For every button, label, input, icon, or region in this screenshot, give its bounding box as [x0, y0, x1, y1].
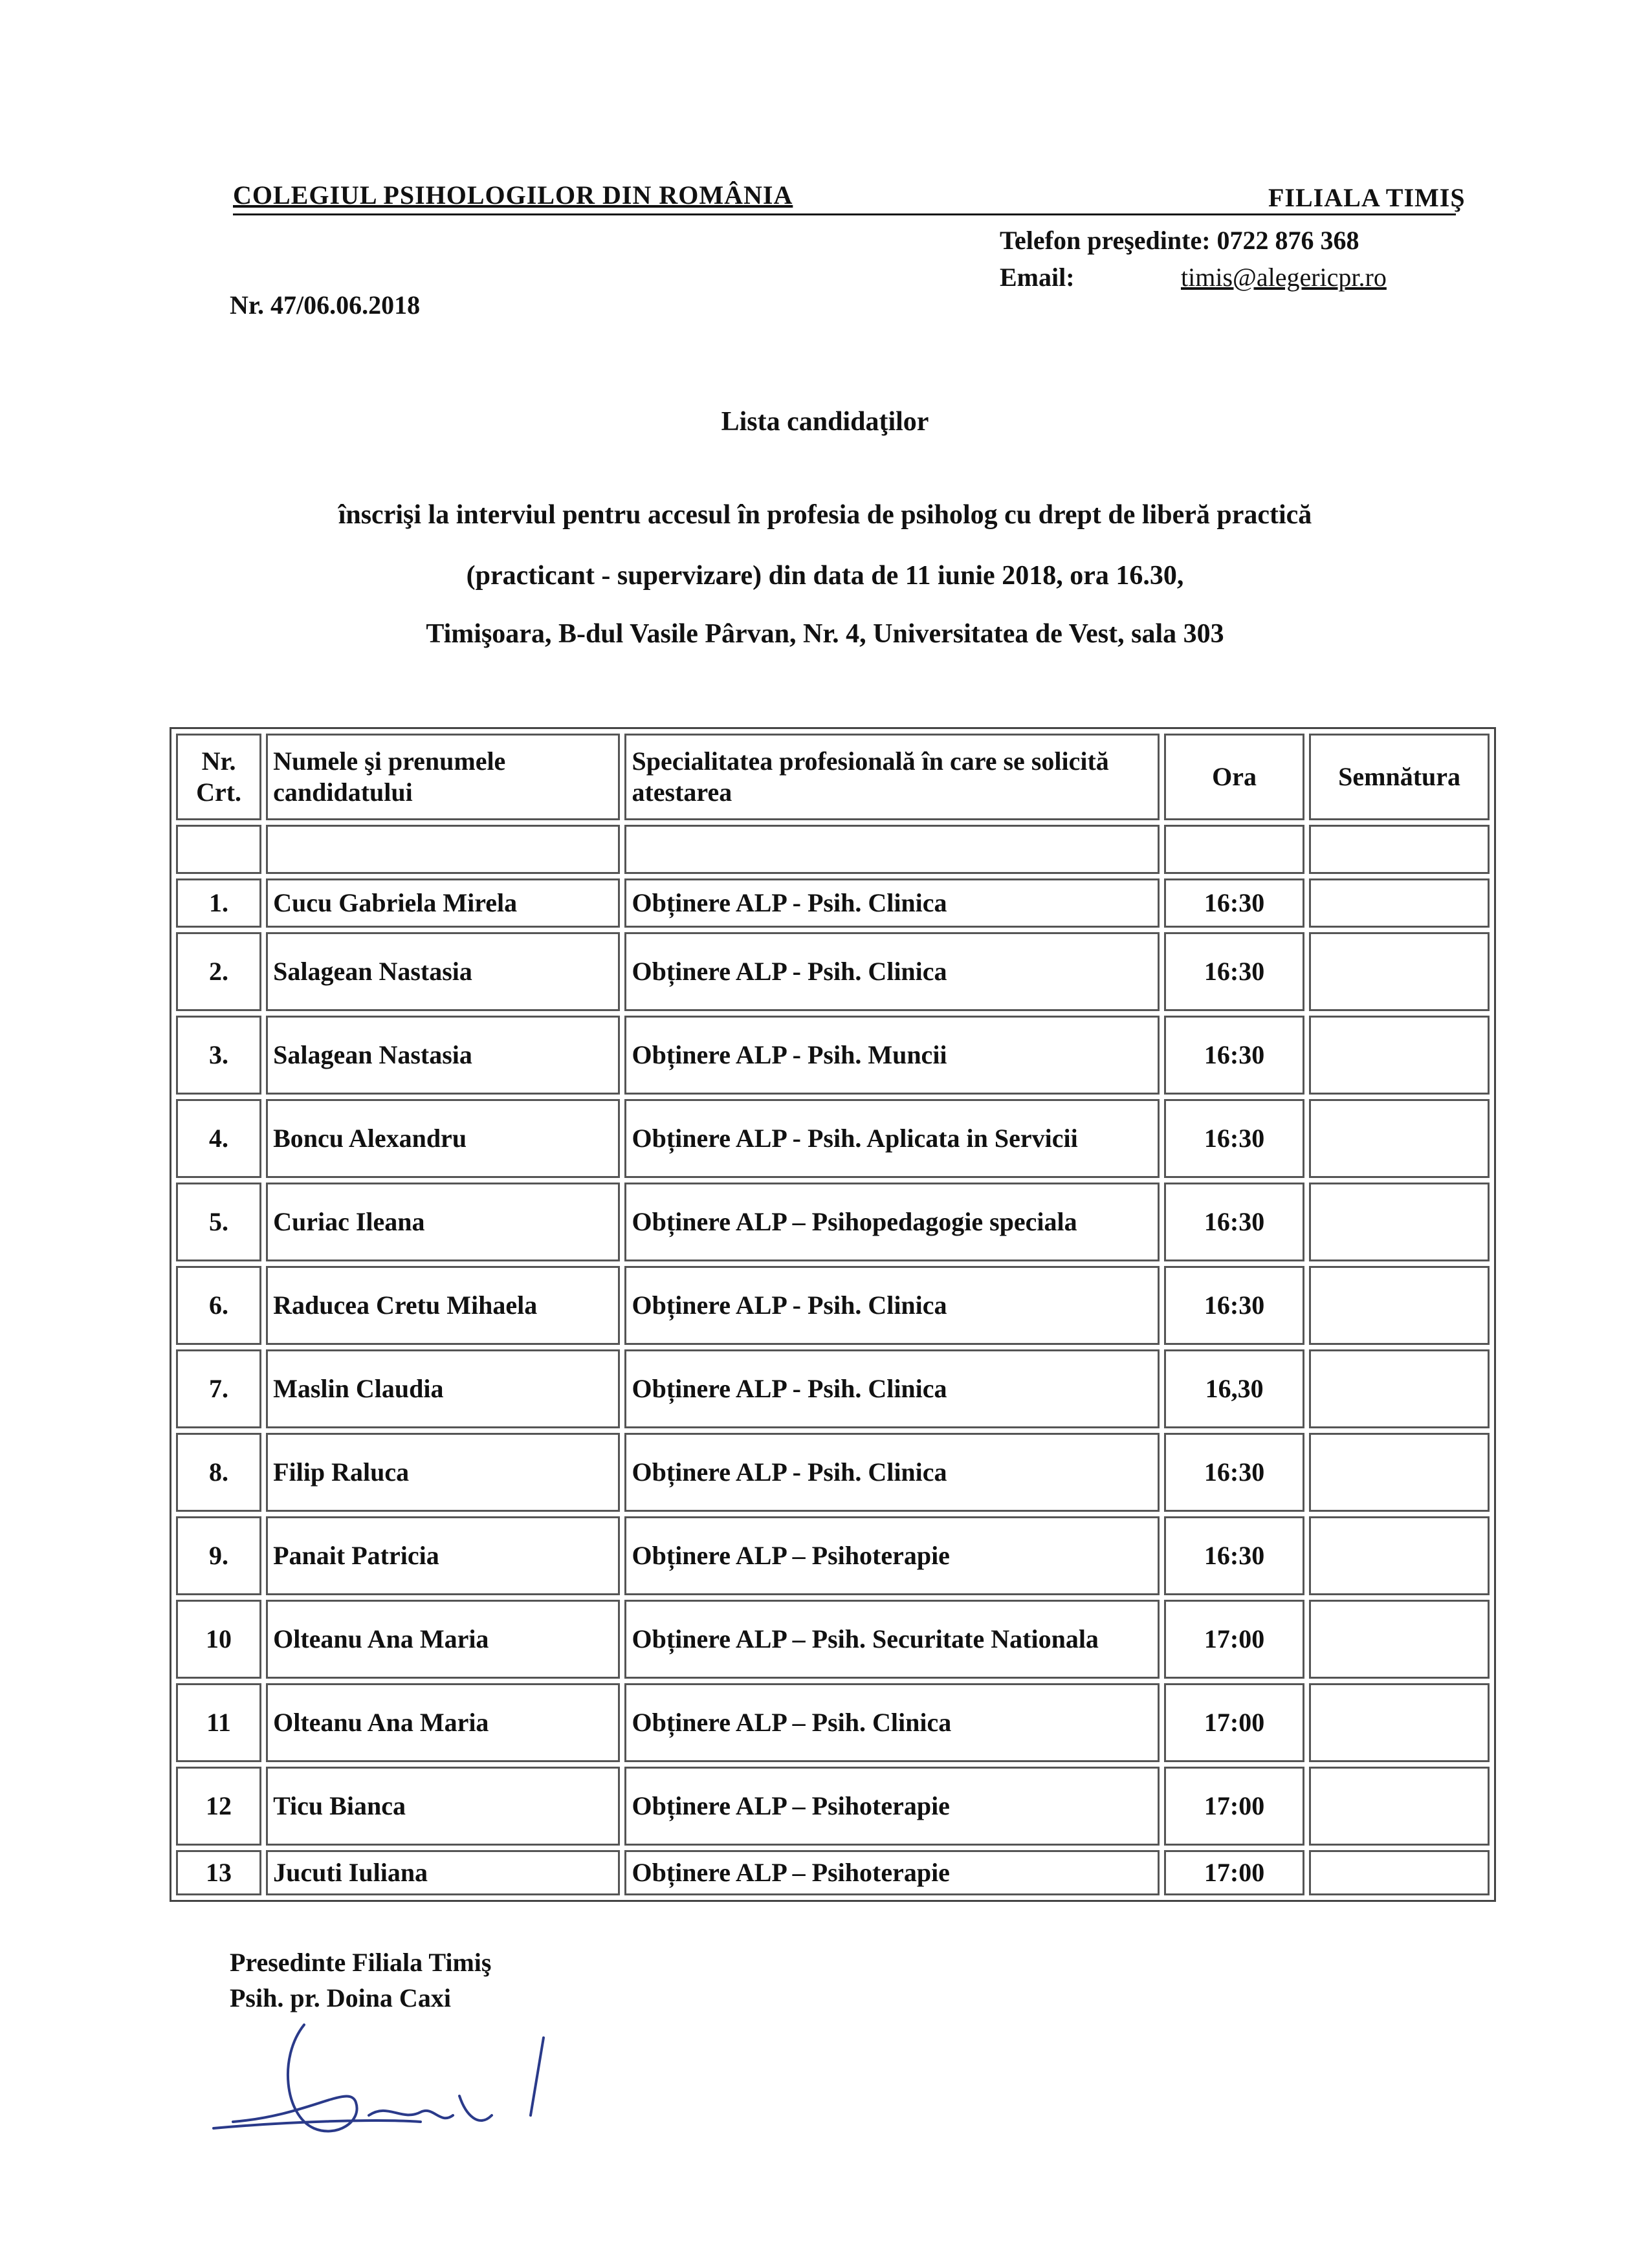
row-nr: 11 [176, 1683, 261, 1762]
spacer-cell [624, 825, 1160, 874]
row-signature [1309, 1683, 1490, 1762]
row-signature [1309, 1850, 1490, 1895]
header-signature: Semnătura [1309, 734, 1490, 820]
table-header-row [176, 734, 1490, 820]
row-signature [1309, 1516, 1490, 1595]
row-name: Ticu Bianca [266, 1767, 620, 1846]
row-name: Filip Raluca [266, 1433, 620, 1512]
row-time: 17:00 [1164, 1850, 1304, 1895]
header-name: Numele şi prenumele candidatului [266, 734, 620, 820]
row-time: 16:30 [1164, 1266, 1304, 1345]
row-signature [1309, 1600, 1490, 1679]
table-row [176, 1099, 1490, 1178]
row-name: Curiac Ileana [266, 1183, 620, 1261]
row-name: Salagean Nastasia [266, 1016, 620, 1095]
table-row [176, 1016, 1490, 1095]
row-specialty: Obținere ALP – Psihoterapie [624, 1850, 1160, 1895]
email-address: timis@alegericpr.ro [1181, 263, 1387, 292]
row-signature [1309, 1016, 1490, 1095]
table-row [176, 1266, 1490, 1345]
row-specialty: Obținere ALP – Psih. Securitate Nationala [624, 1600, 1160, 1679]
signatory-name: Psih. pr. Doina Caxi [230, 1983, 451, 2012]
header-specialty: Specialitatea profesională în care se solicită atestarea [624, 734, 1160, 820]
row-time: 17:00 [1164, 1600, 1304, 1679]
spacer-cell [266, 825, 620, 874]
row-signature [1309, 878, 1490, 928]
subtitle-line-3: Timişoara, B-dul Vasile Pârvan, Nr. 4, Universitatea de Vest, sala 303 [426, 619, 1224, 649]
organization-name: COLEGIUL PSIHOLOGILOR DIN ROMÂNIA [233, 180, 793, 210]
table-row [176, 1433, 1490, 1512]
table-row [176, 1349, 1490, 1428]
table-row [176, 1600, 1490, 1679]
row-signature [1309, 1266, 1490, 1345]
row-specialty: Obținere ALP - Psih. Clinica [624, 878, 1160, 928]
spacer-cell [1164, 825, 1304, 874]
row-nr: 5. [176, 1183, 261, 1261]
row-specialty: Obținere ALP - Psih. Muncii [624, 1016, 1160, 1095]
row-time: 17:00 [1164, 1683, 1304, 1762]
branch-name: FILIALA TIMIŞ [1268, 183, 1466, 212]
row-nr: 13 [176, 1850, 261, 1895]
table-spacer-row [176, 825, 1490, 874]
document-number: Nr. 47/06.06.2018 [230, 290, 421, 320]
row-name: Raducea Cretu Mihaela [266, 1266, 620, 1345]
row-time: 16:30 [1164, 1183, 1304, 1261]
row-signature [1309, 1767, 1490, 1846]
email-label: Email: [1000, 263, 1075, 292]
table-row [176, 1183, 1490, 1261]
row-name: Boncu Alexandru [266, 1099, 620, 1178]
header-divider [233, 213, 1456, 215]
row-time: 16,30 [1164, 1349, 1304, 1428]
row-name: Salagean Nastasia [266, 932, 620, 1011]
row-signature [1309, 1433, 1490, 1512]
row-name: Olteanu Ana Maria [266, 1600, 620, 1679]
row-nr: 8. [176, 1433, 261, 1512]
row-specialty: Obținere ALP – Psih. Clinica [624, 1683, 1160, 1762]
row-time: 16:30 [1164, 878, 1304, 928]
signatory-title: Presedinte Filiala Timiş [230, 1948, 492, 1977]
header-time: Ora [1164, 734, 1304, 820]
row-name: Cucu Gabriela Mirela [266, 878, 620, 928]
row-nr: 10 [176, 1600, 261, 1679]
row-name: Jucuti Iuliana [266, 1850, 620, 1895]
row-nr: 3. [176, 1016, 261, 1095]
row-time: 16:30 [1164, 1516, 1304, 1595]
row-nr: 1. [176, 878, 261, 928]
spacer-cell [1309, 825, 1490, 874]
row-nr: 7. [176, 1349, 261, 1428]
row-nr: 4. [176, 1099, 261, 1178]
row-nr: 12 [176, 1767, 261, 1846]
row-name: Panait Patricia [266, 1516, 620, 1595]
row-specialty: Obținere ALP - Psih. Clinica [624, 1266, 1160, 1345]
row-time: 16:30 [1164, 1099, 1304, 1178]
subtitle-line-1: înscrişi la interviul pentru accesul în profesia de psiholog cu drept de liberă practică [338, 500, 1312, 530]
row-nr: 6. [176, 1266, 261, 1345]
row-time: 16:30 [1164, 1433, 1304, 1512]
spacer-cell [176, 825, 261, 874]
row-specialty: Obținere ALP – Psihoterapie [624, 1516, 1160, 1595]
president-phone: Telefon preşedinte: 0722 876 368 [1000, 226, 1359, 255]
row-signature [1309, 1349, 1490, 1428]
row-specialty: Obținere ALP – Psihoterapie [624, 1767, 1160, 1846]
table-row [176, 1516, 1490, 1595]
row-specialty: Obținere ALP – Psihopedagogie speciala [624, 1183, 1160, 1261]
table-row [176, 878, 1490, 928]
row-specialty: Obținere ALP - Psih. Clinica [624, 932, 1160, 1011]
row-nr: 9. [176, 1516, 261, 1595]
row-name: Olteanu Ana Maria [266, 1683, 620, 1762]
row-time: 17:00 [1164, 1767, 1304, 1846]
row-specialty: Obținere ALP - Psih. Clinica [624, 1349, 1160, 1428]
table-row [176, 1683, 1490, 1762]
header-nr: Nr. Crt. [176, 734, 261, 820]
row-nr: 2. [176, 932, 261, 1011]
row-signature [1309, 1183, 1490, 1261]
row-signature [1309, 932, 1490, 1011]
row-specialty: Obținere ALP - Psih. Clinica [624, 1433, 1160, 1512]
row-time: 16:30 [1164, 932, 1304, 1011]
row-signature [1309, 1099, 1490, 1178]
table-row [176, 1850, 1490, 1895]
table-row [176, 932, 1490, 1011]
document-title: Lista candidaţilor [721, 407, 929, 437]
row-time: 16:30 [1164, 1016, 1304, 1095]
handwritten-signature [207, 2018, 569, 2161]
candidates-table [170, 727, 1496, 1902]
row-name: Maslin Claudia [266, 1349, 620, 1428]
table-row [176, 1767, 1490, 1846]
subtitle-line-2: (practicant - supervizare) din data de 11 iunie 2018, ora 16.30, [466, 561, 1184, 591]
row-specialty: Obținere ALP - Psih. Aplicata in Servicii [624, 1099, 1160, 1178]
